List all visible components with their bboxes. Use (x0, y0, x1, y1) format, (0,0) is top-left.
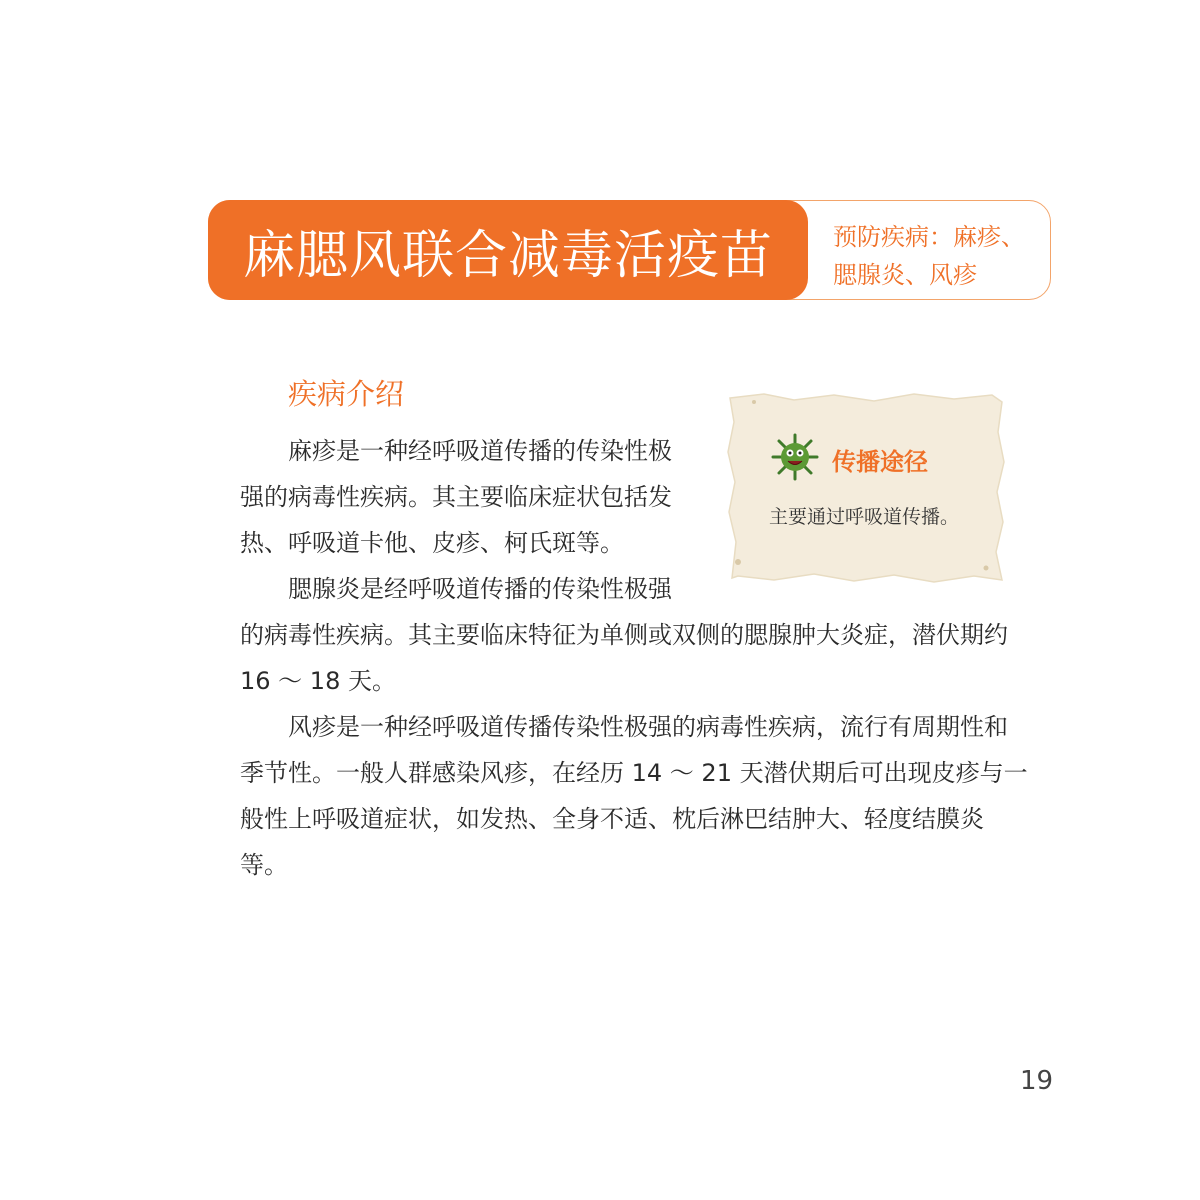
transmission-note-card (724, 392, 1004, 582)
vaccine-title: 麻腮风联合减毒活疫苗 (242, 225, 773, 286)
note-title: 传播途径 (832, 447, 928, 476)
vaccine-title-block (208, 200, 808, 300)
mumps-rest: 的病毒性疾病。其主要临床特征为单侧或双侧的腮腺肿大炎症，潜伏期约 16 ～ 18 天。 (240, 621, 1008, 695)
paper-background (724, 392, 1014, 592)
prevented-diseases-line-1: 预防疾病：麻疹、 (833, 223, 1025, 251)
prevented-diseases-line-2: 腮腺炎、风疹 (833, 261, 977, 289)
measles-line-2: 强的病毒性疾病。其主要临床症状包括发 (240, 483, 672, 511)
page-number: 19 (1020, 1066, 1054, 1096)
rubella-paragraph: 风疹是一种经呼吸道传播传染性极强的病毒性疾病，流行有周期性和季节性。一般人群感染风疹，在经历 14 ～ 21 天潜伏期后可出现皮疹与一般性上呼吸道症状，如发热、全身不适、枕后淋巴结肿大、轻度结膜炎等。 (240, 713, 1028, 879)
measles-paragraph (240, 428, 710, 566)
section-heading: 疾病介绍 (288, 377, 405, 411)
measles-line-3: 热、呼吸道卡他、皮疹、柯氏斑等。 (240, 529, 624, 557)
mumps-line-1: 腮腺炎是经呼吸道传播的传染性极强 (288, 575, 672, 603)
measles-line-1: 麻疹是一种经呼吸道传播的传染性极 (288, 437, 672, 465)
germ-icon (770, 432, 820, 482)
prevented-diseases (833, 218, 1043, 294)
note-text: 主要通过呼吸道传播。 (768, 506, 959, 528)
